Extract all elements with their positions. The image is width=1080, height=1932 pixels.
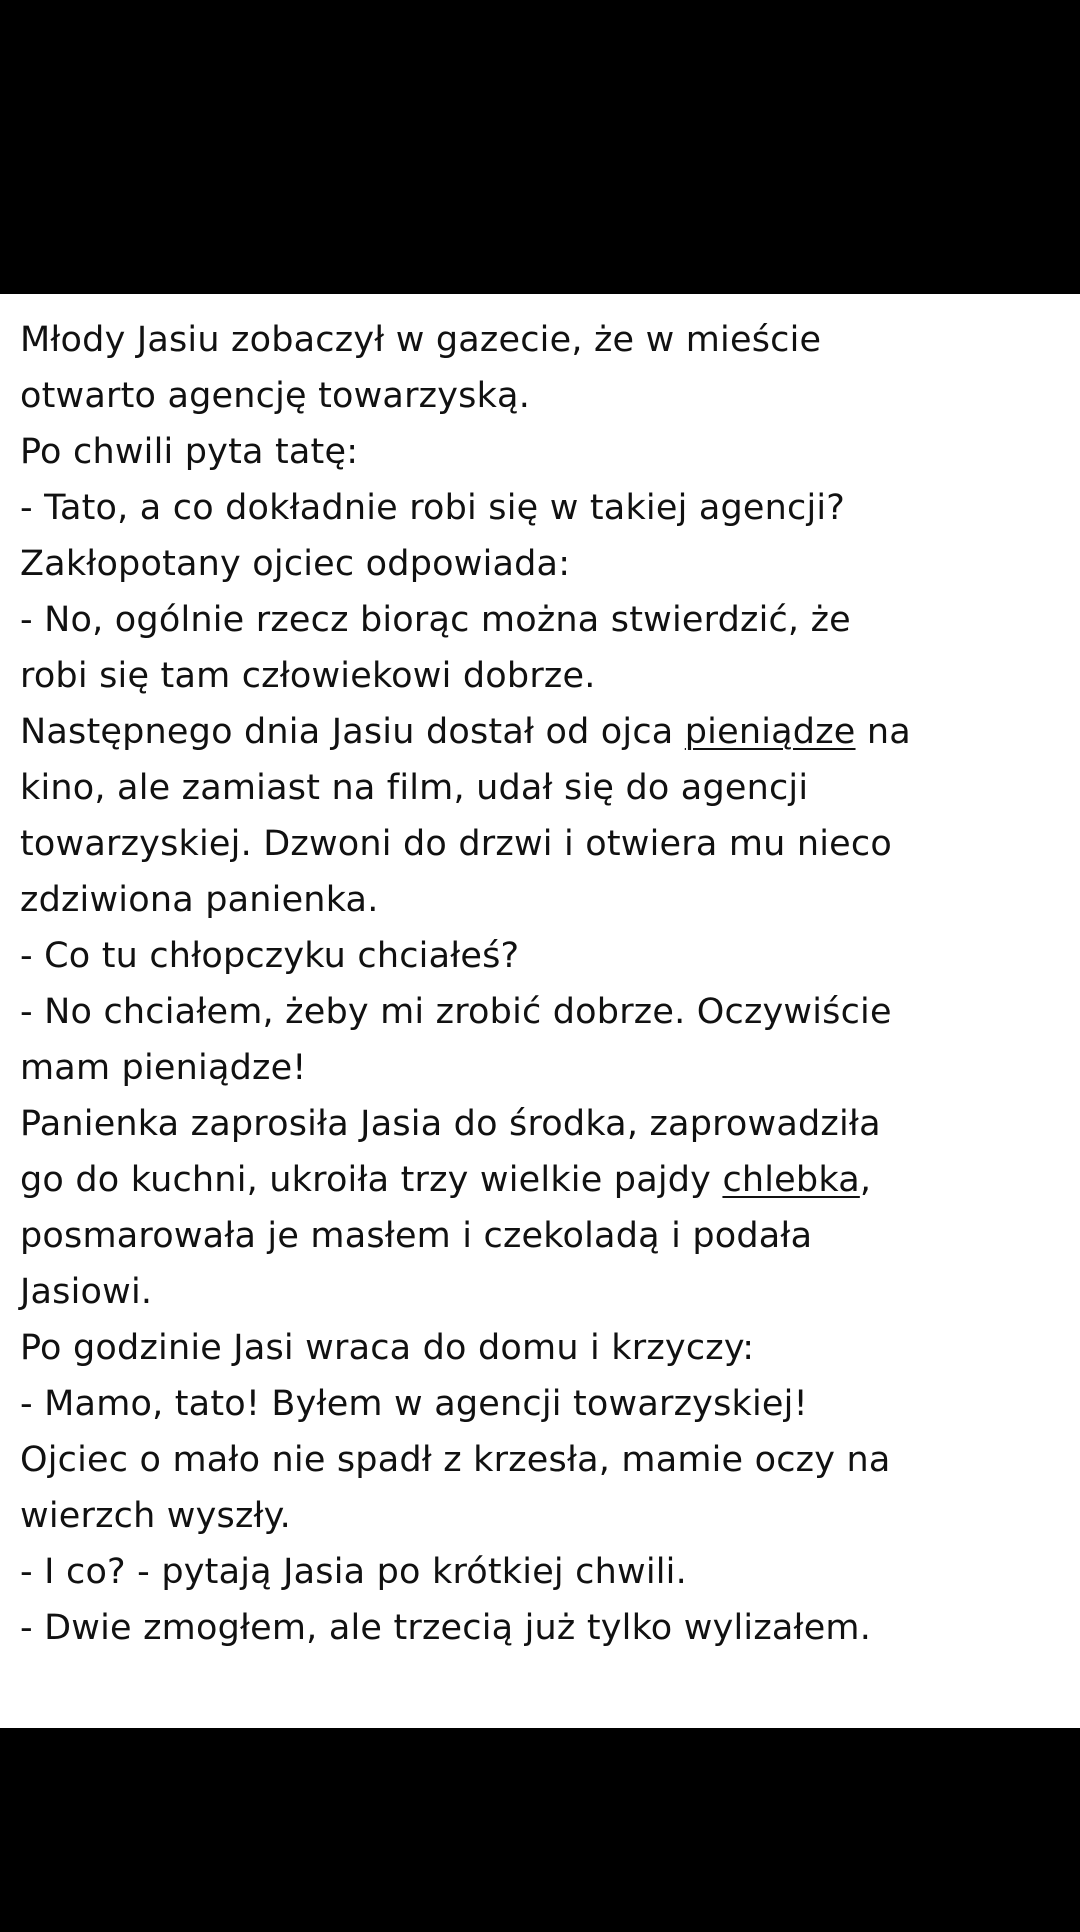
joke-line xyxy=(20,1600,1068,1656)
line-text: Zakłopotany ojciec odpowiada: xyxy=(20,544,571,584)
line-text: - I co? - pytają Jasia po krótkiej chwili. xyxy=(20,1552,687,1592)
joke-line xyxy=(20,1544,1068,1600)
line-text: towarzyskiej. Dzwoni do drzwi i otwiera mu nieco xyxy=(20,824,892,864)
line-text: posmarowała je masłem i czekoladą i podała xyxy=(20,1216,813,1256)
joke-line xyxy=(20,480,1068,536)
joke-line xyxy=(20,368,1068,424)
line-text: go do kuchni, ukroiła trzy wielkie pajdy xyxy=(20,1160,723,1200)
joke-line xyxy=(20,704,1068,760)
line-text: mam pieniądze! xyxy=(20,1048,307,1088)
joke-line xyxy=(20,984,1068,1040)
line-text: zdziwiona panienka. xyxy=(20,880,379,920)
joke-line xyxy=(20,1320,1068,1376)
joke-line xyxy=(20,928,1068,984)
joke-line xyxy=(20,1264,1068,1320)
joke-line xyxy=(20,1488,1068,1544)
line-text: Młody Jasiu zobaczył w gazecie, że w mieście xyxy=(20,320,822,360)
line-text: na xyxy=(855,712,911,752)
line-text: - No chciałem, żeby mi zrobić dobrze. Oczywiście xyxy=(20,992,892,1032)
line-text: Panienka zaprosiła Jasia do środka, zaprowadziła xyxy=(20,1104,881,1144)
joke-line xyxy=(20,424,1068,480)
line-text: Ojciec o mało nie spadł z krzesła, mamie oczy na xyxy=(20,1440,891,1480)
line-text: - Dwie zmogłem, ale trzecią już tylko wylizałem. xyxy=(20,1608,872,1648)
joke-line xyxy=(20,872,1068,928)
line-text: Po chwili pyta tatę: xyxy=(20,432,359,472)
joke-line xyxy=(20,1040,1068,1096)
bottom-black-bar xyxy=(0,1728,1080,1932)
line-text: wierzch wyszły. xyxy=(20,1496,291,1536)
line-text: robi się tam człowiekowi dobrze. xyxy=(20,656,596,696)
line-text: Następnego dnia Jasiu dostał od ojca xyxy=(20,712,685,752)
line-text: - Tato, a co dokładnie robi się w takiej agencji? xyxy=(20,488,846,528)
joke-line xyxy=(20,816,1068,872)
joke-line xyxy=(20,1096,1068,1152)
joke-line xyxy=(20,648,1068,704)
joke-line xyxy=(20,592,1068,648)
joke-text xyxy=(20,312,1068,1656)
underlined-word: pieniądze xyxy=(684,712,856,752)
line-text: - No, ogólnie rzecz biorąc można stwierdzić, że xyxy=(20,600,851,640)
joke-line xyxy=(20,536,1068,592)
joke-text-card xyxy=(0,294,1080,1728)
line-text: kino, ale zamiast na film, udał się do agencji xyxy=(20,768,809,808)
line-text: - Co tu chłopczyku chciałeś? xyxy=(20,936,520,976)
joke-line xyxy=(20,312,1068,368)
joke-line xyxy=(20,1432,1068,1488)
joke-line xyxy=(20,1376,1068,1432)
line-text: Po godzinie Jasi wraca do domu i krzyczy: xyxy=(20,1328,755,1368)
joke-line xyxy=(20,760,1068,816)
line-text: - Mamo, tato! Byłem w agencji towarzyskiej! xyxy=(20,1384,808,1424)
top-black-bar xyxy=(0,0,1080,294)
line-text: Jasiowi. xyxy=(20,1272,153,1312)
joke-line xyxy=(20,1208,1068,1264)
line-text: otwarto agencję towarzyską. xyxy=(20,376,531,416)
joke-line xyxy=(20,1152,1068,1208)
line-text: , xyxy=(859,1160,872,1200)
underlined-word: chlebka xyxy=(722,1160,860,1200)
